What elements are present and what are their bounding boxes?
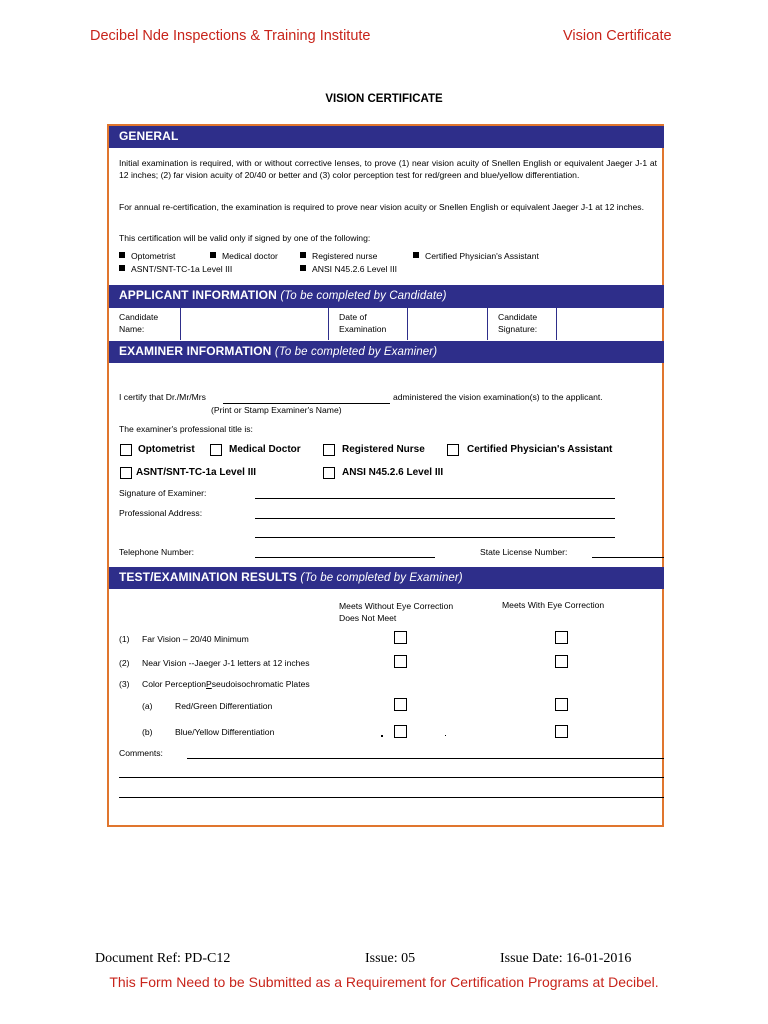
- far-vision-label: Far Vision – 20/40 Minimum: [142, 634, 249, 644]
- results-section-header: [109, 567, 664, 589]
- near-vision-label: Near Vision --Jaeger J-1 letters at 12 inches: [142, 658, 310, 668]
- far-vision-with-correction-checkbox[interactable]: [555, 631, 568, 644]
- bullet-icon: [119, 252, 125, 258]
- general-heading: GENERAL: [119, 129, 179, 143]
- stray-dot: [445, 735, 446, 736]
- exam-date-field[interactable]: [408, 308, 488, 340]
- title-ansi-checkbox[interactable]: [323, 467, 335, 479]
- candidate-signature-label: Candidate Signature:: [488, 308, 557, 340]
- near-vision-without-correction-checkbox[interactable]: [394, 655, 407, 668]
- candidate-signature-field[interactable]: [557, 308, 664, 340]
- bullet-icon: [300, 265, 306, 271]
- professional-address-field[interactable]: [255, 518, 615, 519]
- red-green-number: (a): [142, 701, 153, 711]
- signer-item: Certified Physician's Assistant: [413, 251, 539, 261]
- general-section-header: [109, 126, 664, 148]
- general-paragraph-1: Initial examination is required, with or without corrective lenses, to prove (1) near vision acuity of Snellen English or equivalent Jaeger J-1 at 12 inches; (2) far vision acuity of 20/40 or better and (3) color perception test for red/green and blue/yellow differentiation.: [119, 158, 657, 180]
- comments-field-line-1[interactable]: [187, 758, 664, 759]
- signer-item: Registered nurse: [300, 251, 377, 261]
- state-license-label: State License Number:: [480, 547, 568, 557]
- telephone-field[interactable]: [255, 557, 435, 558]
- comments-label: Comments:: [119, 748, 163, 758]
- issue-date: Issue Date: 16-01-2016: [500, 951, 632, 966]
- applicant-section-header: [109, 285, 664, 307]
- blue-yellow-number: (b): [142, 727, 153, 737]
- submission-notice: This Form Need to be Submitted as a Requirement for Certification Programs at Decibel.: [109, 974, 659, 990]
- telephone-label: Telephone Number:: [119, 547, 195, 557]
- results-heading: TEST/EXAMINATION RESULTS (To be completed by Examiner): [119, 570, 463, 584]
- document-type: Vision Certificate: [563, 28, 672, 44]
- red-green-with-correction-checkbox[interactable]: [555, 698, 568, 711]
- far-vision-number: (1): [119, 634, 130, 644]
- certify-suffix: administered the vision examination(s) to the applicant.: [393, 392, 603, 402]
- col-without-correction-header: Meets Without Eye Correction Does Not Meet: [339, 601, 454, 623]
- print-name-note: (Print or Stamp Examiner's Name): [211, 405, 342, 415]
- signer-item: Medical doctor: [210, 251, 278, 261]
- signer-item: Optometrist: [119, 251, 175, 261]
- document-ref: Document Ref: PD-C12: [95, 951, 231, 966]
- color-perception-label: Color PerceptionPseudoisochromatic Plates: [142, 679, 310, 689]
- blue-yellow-without-correction-checkbox[interactable]: [394, 725, 407, 738]
- title-optometrist-label: Optometrist: [138, 444, 195, 455]
- examiner-name-field[interactable]: [223, 403, 390, 404]
- bullet-icon: [210, 252, 216, 258]
- issue-number: Issue: 05: [365, 951, 416, 966]
- applicant-heading: APPLICANT INFORMATION (To be completed by Candidate): [119, 288, 447, 302]
- blue-yellow-with-correction-checkbox[interactable]: [555, 725, 568, 738]
- color-perception-number: (3): [119, 679, 130, 689]
- far-vision-without-correction-checkbox[interactable]: [394, 631, 407, 644]
- certify-prefix: I certify that Dr./Mr/Mrs: [119, 392, 206, 402]
- examiner-heading: EXAMINER INFORMATION (To be completed by Examiner): [119, 344, 438, 358]
- title-asnt-checkbox[interactable]: [120, 467, 132, 479]
- title-registered-nurse-checkbox[interactable]: [323, 444, 335, 456]
- red-green-without-correction-checkbox[interactable]: [394, 698, 407, 711]
- comments-field-line-3[interactable]: [119, 797, 664, 798]
- signer-item: ASNT/SNT-TC-1a Level III: [119, 264, 232, 274]
- institute-name: Decibel Nde Inspections & Training Institute: [90, 28, 371, 44]
- examiner-signature-label: Signature of Examiner:: [119, 488, 207, 498]
- title-ansi-label: ANSI N45.2.6 Level III: [342, 467, 444, 478]
- general-paragraph-2: For annual re-certification, the examination is required to prove near vision acuity or Snellen English or equivalent Jaeger J-1 at 12 inches.: [119, 202, 644, 212]
- examiner-section-header: [109, 341, 664, 363]
- red-green-label: Red/Green Differentiation: [175, 701, 273, 711]
- exam-date-label: Date of Examination: [329, 308, 408, 340]
- page-title: VISION CERTIFICATE: [325, 93, 443, 105]
- title-medical-doctor-checkbox[interactable]: [210, 444, 222, 456]
- blue-yellow-label: Blue/Yellow Differentiation: [175, 727, 275, 737]
- title-prompt: The examiner's professional title is:: [119, 424, 253, 434]
- examiner-signature-field[interactable]: [255, 498, 615, 499]
- col-with-correction-header: Meets With Eye Correction: [502, 600, 605, 610]
- candidate-name-field[interactable]: [181, 308, 329, 340]
- bullet-icon: [300, 252, 306, 258]
- stray-dot: [381, 735, 383, 737]
- title-medical-doctor-label: Medical Doctor: [229, 444, 301, 455]
- bullet-icon: [119, 265, 125, 271]
- title-physician-assistant-checkbox[interactable]: [447, 444, 459, 456]
- professional-address-field-2[interactable]: [255, 537, 615, 538]
- professional-address-label: Professional Address:: [119, 508, 203, 518]
- title-physician-assistant-label: Certified Physician's Assistant: [467, 444, 613, 455]
- general-paragraph-3: This certification will be valid only if signed by one of the following:: [119, 233, 371, 243]
- state-license-field[interactable]: [592, 557, 664, 558]
- near-vision-number: (2): [119, 658, 130, 668]
- title-optometrist-checkbox[interactable]: [120, 444, 132, 456]
- signer-item: ANSI N45.2.6 Level III: [300, 264, 397, 274]
- bullet-icon: [413, 252, 419, 258]
- comments-field-line-2[interactable]: [119, 777, 664, 778]
- title-registered-nurse-label: Registered Nurse: [342, 444, 425, 455]
- near-vision-with-correction-checkbox[interactable]: [555, 655, 568, 668]
- candidate-name-label: Candidate Name:: [109, 308, 181, 340]
- title-asnt-label: ASNT/SNT-TC-1a Level III: [136, 467, 257, 478]
